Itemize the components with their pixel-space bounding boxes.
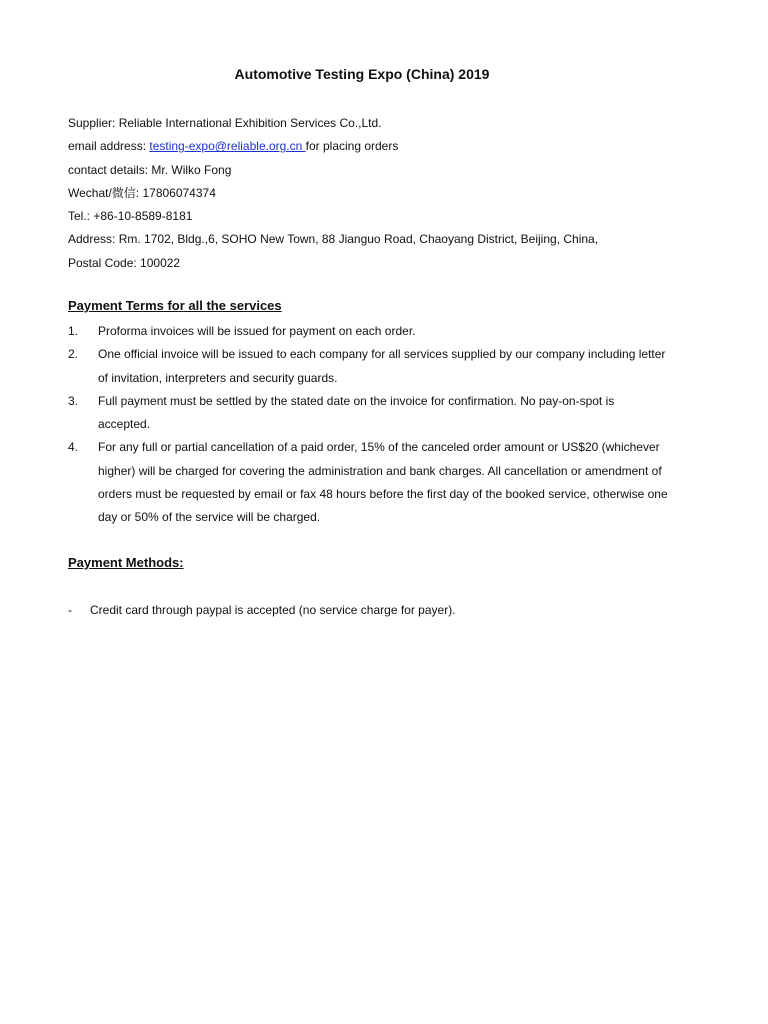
payment-method-item (68, 599, 456, 622)
payment-methods-heading: Payment Methods: (68, 555, 184, 570)
term-text: For any full or partial cancellation of a paid order, 15% of the canceled order amount or US$20 (whichever higher) will be charged for covering the administration and bank charges. All cancellation or amendment of orders must be requested by email or fax 48 hours before the first day of the booked service, otherwise one day or 50% of the service will be charged. (98, 440, 668, 525)
email-suffix: for placing orders (305, 139, 399, 154)
tel-line: Tel.: +86-10-8589-8181 (68, 209, 193, 224)
term-number: 2. (68, 347, 79, 362)
email-prefix: email address: (68, 139, 150, 154)
term-text: One official invoice will be issued to each company for all services supplied by our company including letter of invitation, interpreters and security guards. (98, 347, 666, 385)
payment-term-item (68, 320, 668, 343)
term-text: Proforma invoices will be issued for payment on each order. (98, 324, 416, 338)
payment-term-item (68, 343, 668, 390)
email-link[interactable]: testing-expo@reliable.org.cn (149, 139, 306, 154)
payment-terms-heading: Payment Terms for all the services (68, 298, 282, 313)
term-text: Full payment must be settled by the stated date on the invoice for confirmation. No pay-on-spot is accepted. (98, 393, 615, 432)
supplier-info (68, 112, 598, 275)
payment-term-item (68, 436, 668, 529)
email-line (68, 135, 598, 158)
payment-terms-list (68, 320, 668, 530)
payment-term-item (68, 390, 668, 437)
term-number: 1. (68, 324, 79, 338)
postal-code-line: Postal Code: 100022 (68, 255, 181, 270)
wechat-line: Wechat/微信: 17806074374 (68, 185, 216, 200)
address-line: Address: Rm. 1702, Bldg.,6, SOHO New Town, 88 Jianguo Road, Chaoyang District, Beijing, China, (68, 232, 599, 247)
term-number: 4. (68, 440, 79, 455)
contact-line: contact details: Mr. Wilko Fong (68, 162, 232, 177)
document-title: Automotive Testing Expo (China) 2019 (234, 66, 490, 82)
term-number: 3. (68, 393, 79, 408)
payment-method-text: Credit card through paypal is accepted (no service charge for payer). (90, 603, 456, 617)
payment-methods-list (68, 599, 456, 622)
supplier-line: Supplier: Reliable International Exhibition Services Co.,Ltd. (68, 116, 382, 130)
bullet: - (68, 603, 72, 617)
